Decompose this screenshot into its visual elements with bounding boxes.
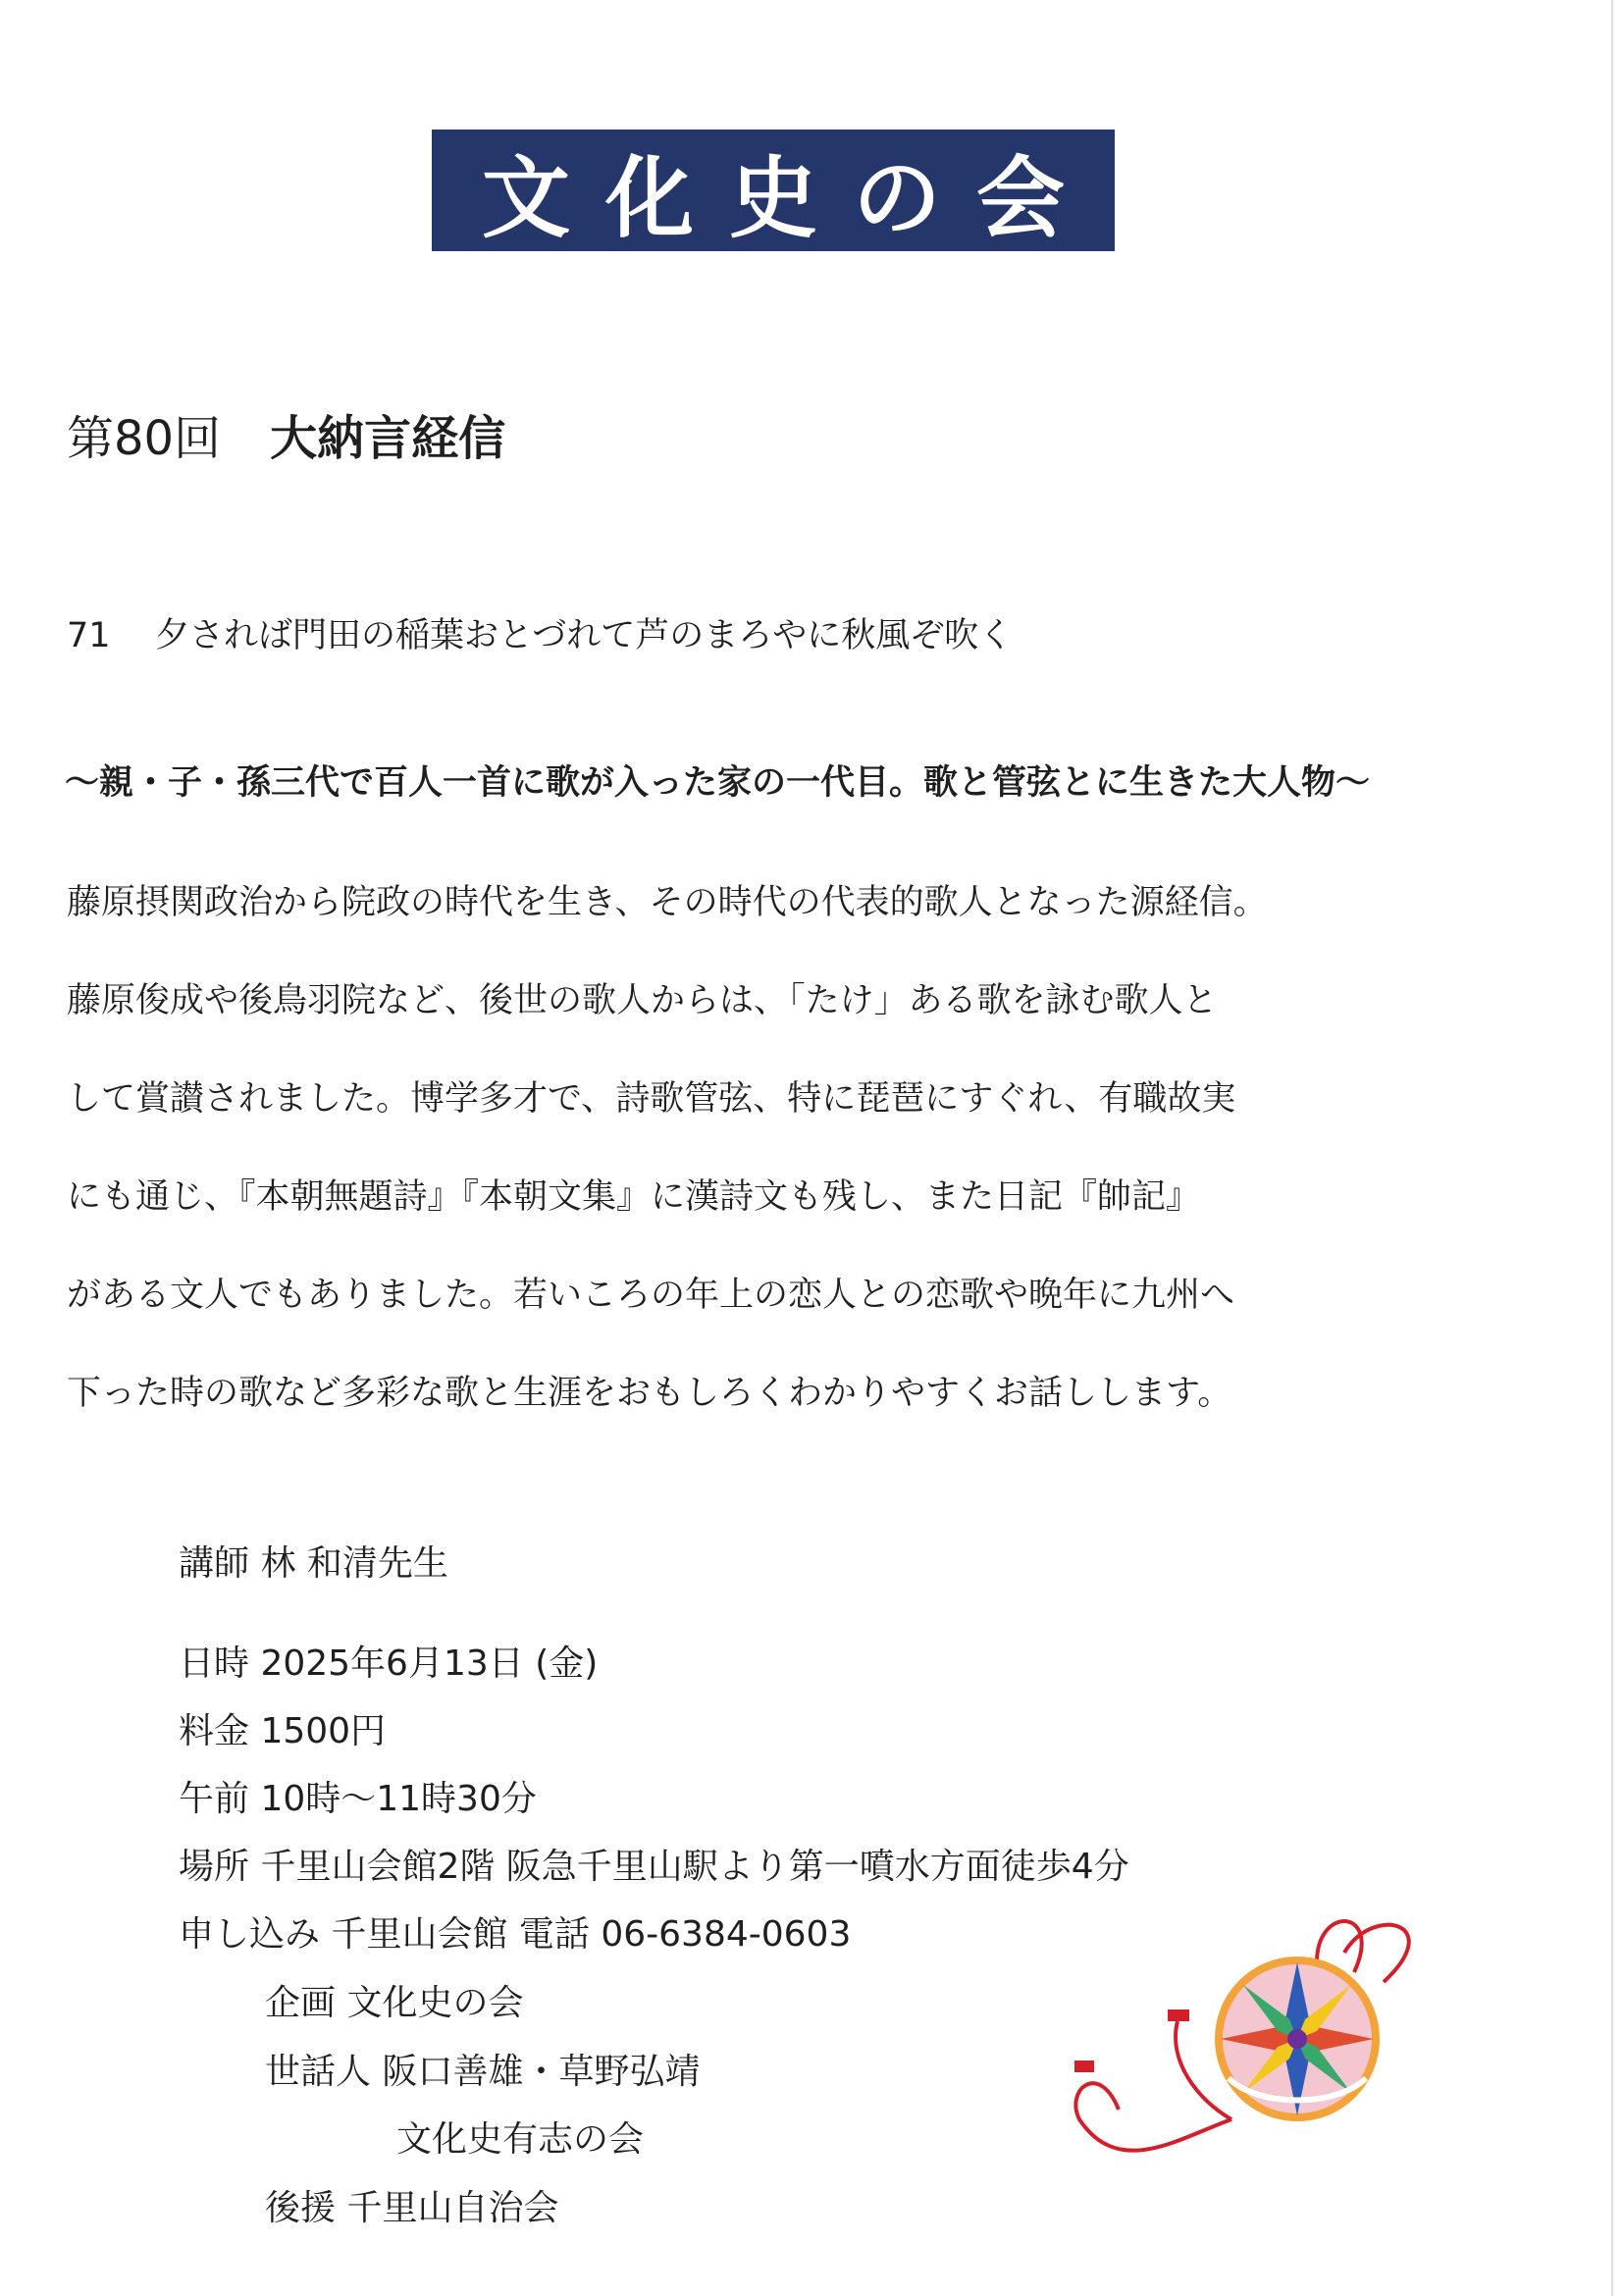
temari-ball-illustration	[1060, 1913, 1570, 2188]
apply-line: 申し込み 千里山会館 電話 06-6384-0603	[179, 1914, 852, 1955]
poem-line	[67, 608, 1013, 657]
date-line: 日時 2025年6月13日 (金)	[179, 1644, 599, 1684]
page-edge-line	[1611, 0, 1613, 2296]
place-line: 場所 千里山会館2階 阪急千里山駅より第一噴水方面徒歩4分	[179, 1847, 1129, 1887]
session-number: 第80回	[67, 411, 222, 466]
time-line: 午前 10時～11時30分	[179, 1779, 537, 1819]
organizer-support: 後援 千里山自治会	[265, 2188, 559, 2228]
session-name: 大納言経信	[270, 411, 506, 466]
description-line: にも通じ、『本朝無題詩』『本朝文集』に漢詩文も残し、また日記『帥記』	[67, 1177, 1201, 1217]
description-line: 藤原俊成や後鳥羽院など、後世の歌人からは、「たけ」ある歌を詠む歌人と	[67, 981, 1218, 1020]
description-line: 藤原摂関政治から院政の時代を生き、その時代の代表的歌人となった源経信。	[67, 883, 1268, 922]
organizer-group: 文化史有志の会	[396, 2119, 645, 2160]
description-line: して賞讃されました。博学多才で、詩歌管弦、特に琵琶にすぐれ、有職故実	[67, 1079, 1236, 1119]
organizer-caretakers: 世話人 阪口善雄・草野弘靖	[265, 2052, 701, 2092]
fee-line: 料金 1500円	[179, 1711, 387, 1751]
description-line: 下った時の歌など多彩な歌と生涯をおもしろくわかりやすくお話しします。	[67, 1374, 1232, 1413]
description-paragraph	[67, 854, 1268, 1442]
session-heading	[67, 400, 505, 468]
organizer-plan: 企画 文化史の会	[265, 1983, 524, 2023]
poem-number: 71	[67, 616, 111, 655]
lecturer-line: 講師 林 和清先生	[179, 1543, 448, 1584]
description-line: がある文人でもありました。若いころの年上の恋人との恋歌や晩年に九州へ	[67, 1276, 1235, 1315]
poem-text: 夕されば門田の稲葉おとづれて芦のまろやに秋風ぞ吹く	[155, 616, 1014, 655]
subtitle: ～親・子・孫三代で百人一首に歌が入った家の一代目。歌と管弦とに生きた大人物～	[65, 763, 1371, 803]
page-title: 文化史の会	[432, 130, 1115, 251]
